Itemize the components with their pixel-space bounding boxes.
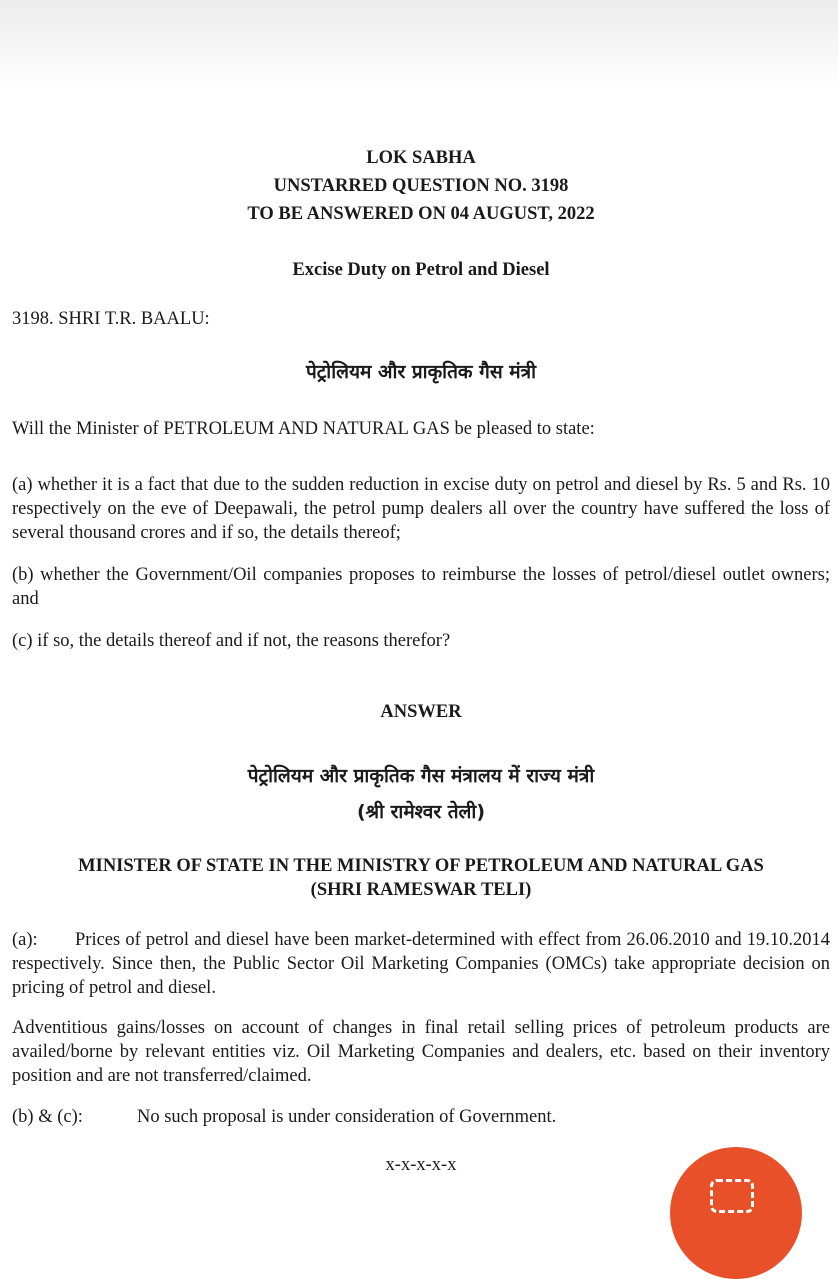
answer-a-para2: Adventitious gains/losses on account of changes in final retail selling prices of petroleum products are availed/borne by relevant entities viz. Oil Marketing Companies and dealers, etc. based on their inventory position and are not transferred/claimed. bbox=[12, 1018, 830, 1086]
scan-icon bbox=[710, 1179, 754, 1213]
answer-date: TO BE ANSWERED ON 04 AUGUST, 2022 bbox=[247, 204, 595, 224]
answer-a-label: (a): bbox=[12, 930, 38, 950]
answer-heading: ANSWER bbox=[380, 702, 462, 722]
subject-title: Excise Duty on Petrol and Diesel bbox=[292, 260, 550, 280]
answer-a-text: Prices of petrol and diesel have been market-determined with effect from 26.06.2010 and 19.10.2014 respectively. Since then, the Public Sector Oil Marketing Companies (OMCs) take appropriate decision on pricing of petrol and diesel. bbox=[12, 930, 830, 998]
answer-bc bbox=[12, 1105, 830, 1129]
question-c: (c) if so, the details thereof and if not, the reasons therefor? bbox=[12, 631, 451, 651]
top-shadow bbox=[0, 0, 838, 90]
question-intro: Will the Minister of PETROLEUM AND NATURAL GAS be pleased to state: bbox=[12, 419, 595, 439]
question-a: (a) whether it is a fact that due to the sudden reduction in excise duty on petrol and diesel by Rs. 5 and Rs. 10 respectively on the eve of Deepawali, the petrol pump dealers all over the country have suffered the loss of several thousand crores and if so, the details thereof; bbox=[12, 475, 830, 543]
answer-minister-name-hindi: (श्री रामेश्वर तेली) bbox=[356, 801, 486, 823]
question-number: UNSTARRED QUESTION NO. 3198 bbox=[273, 176, 569, 196]
answer-bc-text: No such proposal is under consideration of Government. bbox=[137, 1107, 557, 1127]
scan-button[interactable] bbox=[670, 1147, 802, 1279]
questioner: 3198. SHRI T.R. BAALU: bbox=[12, 309, 210, 329]
house-name: LOK SABHA bbox=[366, 148, 476, 168]
answer-minister-title: MINISTER OF STATE IN THE MINISTRY OF PETROLEUM AND NATURAL GAS bbox=[78, 856, 764, 876]
answer-minister-name: (SHRI RAMESWAR TELI) bbox=[310, 880, 532, 900]
answer-a bbox=[12, 928, 830, 1000]
answer-bc-label: (b) & (c): bbox=[12, 1107, 83, 1127]
minister-hindi: पेट्रोलियम और प्राकृतिक गैस मंत्री bbox=[305, 361, 537, 383]
answer-minister-hindi: पेट्रोलियम और प्राकृतिक गैस मंत्रालय में राज्य मंत्री bbox=[247, 765, 595, 787]
end-mark: x-x-x-x-x bbox=[385, 1155, 457, 1175]
question-b: (b) whether the Government/Oil companies proposes to reimburse the losses of petrol/diesel outlet owners; and bbox=[12, 565, 830, 609]
